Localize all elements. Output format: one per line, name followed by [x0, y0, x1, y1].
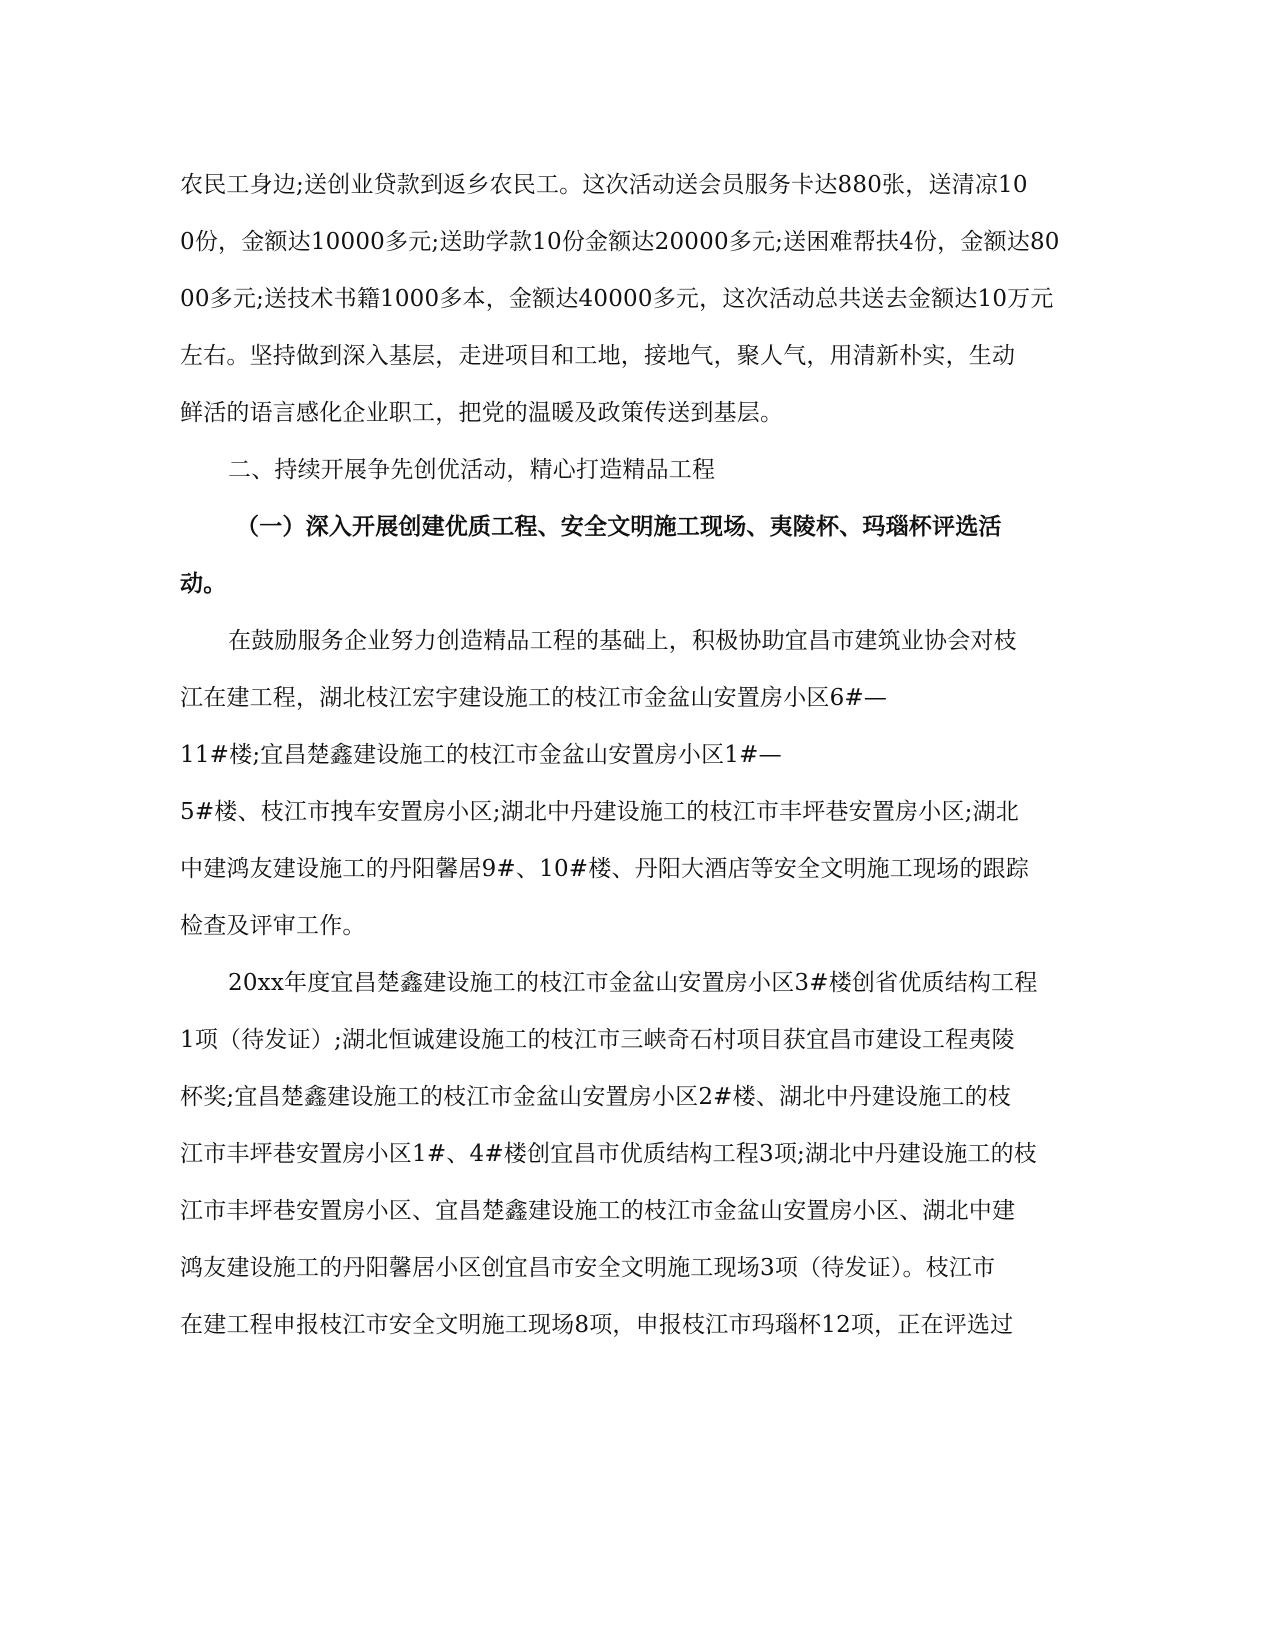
paragraph-line: 5#楼、枝江市拽车安置房小区;湖北中丹建设施工的枝江市丰坪巷安置房小区;湖北: [180, 799, 1020, 825]
subsection-heading: （一）深入开展创建优质工程、安全文明施工现场、夷陵杯、玛瑙杯评选活: [236, 513, 1002, 540]
paragraph-line: 20xx年度宜昌楚鑫建设施工的枝江市金盆山安置房小区3#楼创省优质结构工程: [228, 970, 1038, 996]
paragraph-line: 江市丰坪巷安置房小区、宜昌楚鑫建设施工的枝江市金盆山安置房小区、湖北中建: [180, 1198, 1016, 1224]
paragraph-line: 江市丰坪巷安置房小区1#、4#楼创宜昌市优质结构工程3项;湖北中丹建设施工的枝: [180, 1141, 1037, 1167]
paragraph-line: 中建鸿友建设施工的丹阳馨居9#、10#楼、丹阳大酒店等安全文明施工现场的跟踪: [180, 856, 1030, 882]
subsection-heading-continued: 动。: [180, 570, 227, 597]
paragraph-line: 杯奖;宜昌楚鑫建设施工的枝江市金盆山安置房小区2#楼、湖北中丹建设施工的枝: [180, 1084, 1012, 1110]
section-heading: 二、持续开展争先创优活动，精心打造精品工程: [228, 457, 716, 483]
paragraph-line: 在鼓励服务企业努力创造精品工程的基础上，积极协助宜昌市建筑业协会对枝: [228, 628, 1017, 654]
paragraph-line: 江在建工程，湖北枝江宏宇建设施工的枝江市金盆山安置房小区6#—: [180, 685, 888, 711]
paragraph-line: 11#楼;宜昌楚鑫建设施工的枝江市金盆山安置房小区1#—: [180, 742, 782, 768]
paragraph-line: 00多元;送技术书籍1000多本，金额达40000多元，这次活动总共送去金额达10万元: [180, 286, 1054, 312]
paragraph-line: 在建工程申报枝江市安全文明施工现场8项，申报枝江市玛瑙杯12项，正在评选过: [180, 1312, 1014, 1338]
paragraph-line: 左右。坚持做到深入基层，走进项目和工地，接地气，聚人气，用清新朴实，生动: [180, 343, 1016, 369]
paragraph-line: 检查及评审工作。: [180, 913, 366, 939]
paragraph-line: 0份，金额达10000多元;送助学款10份金额达20000多元;送困难帮扶4份，金额达80: [180, 229, 1060, 255]
paragraph-line: 鲜活的语言感化企业职工，把党的温暖及政策传送到基层。: [180, 400, 784, 426]
paragraph-line: 鸿友建设施工的丹阳馨居小区创宜昌市安全文明施工现场3项（待发证）。枝江市: [180, 1255, 996, 1281]
paragraph-line: 农民工身边;送创业贷款到返乡农民工。这次活动送会员服务卡达880张，送清凉10: [180, 172, 1028, 198]
paragraph-line: 1项（待发证）;湖北恒诚建设施工的枝江市三峡奇石村项目获宜昌市建设工程夷陵: [180, 1027, 1015, 1053]
